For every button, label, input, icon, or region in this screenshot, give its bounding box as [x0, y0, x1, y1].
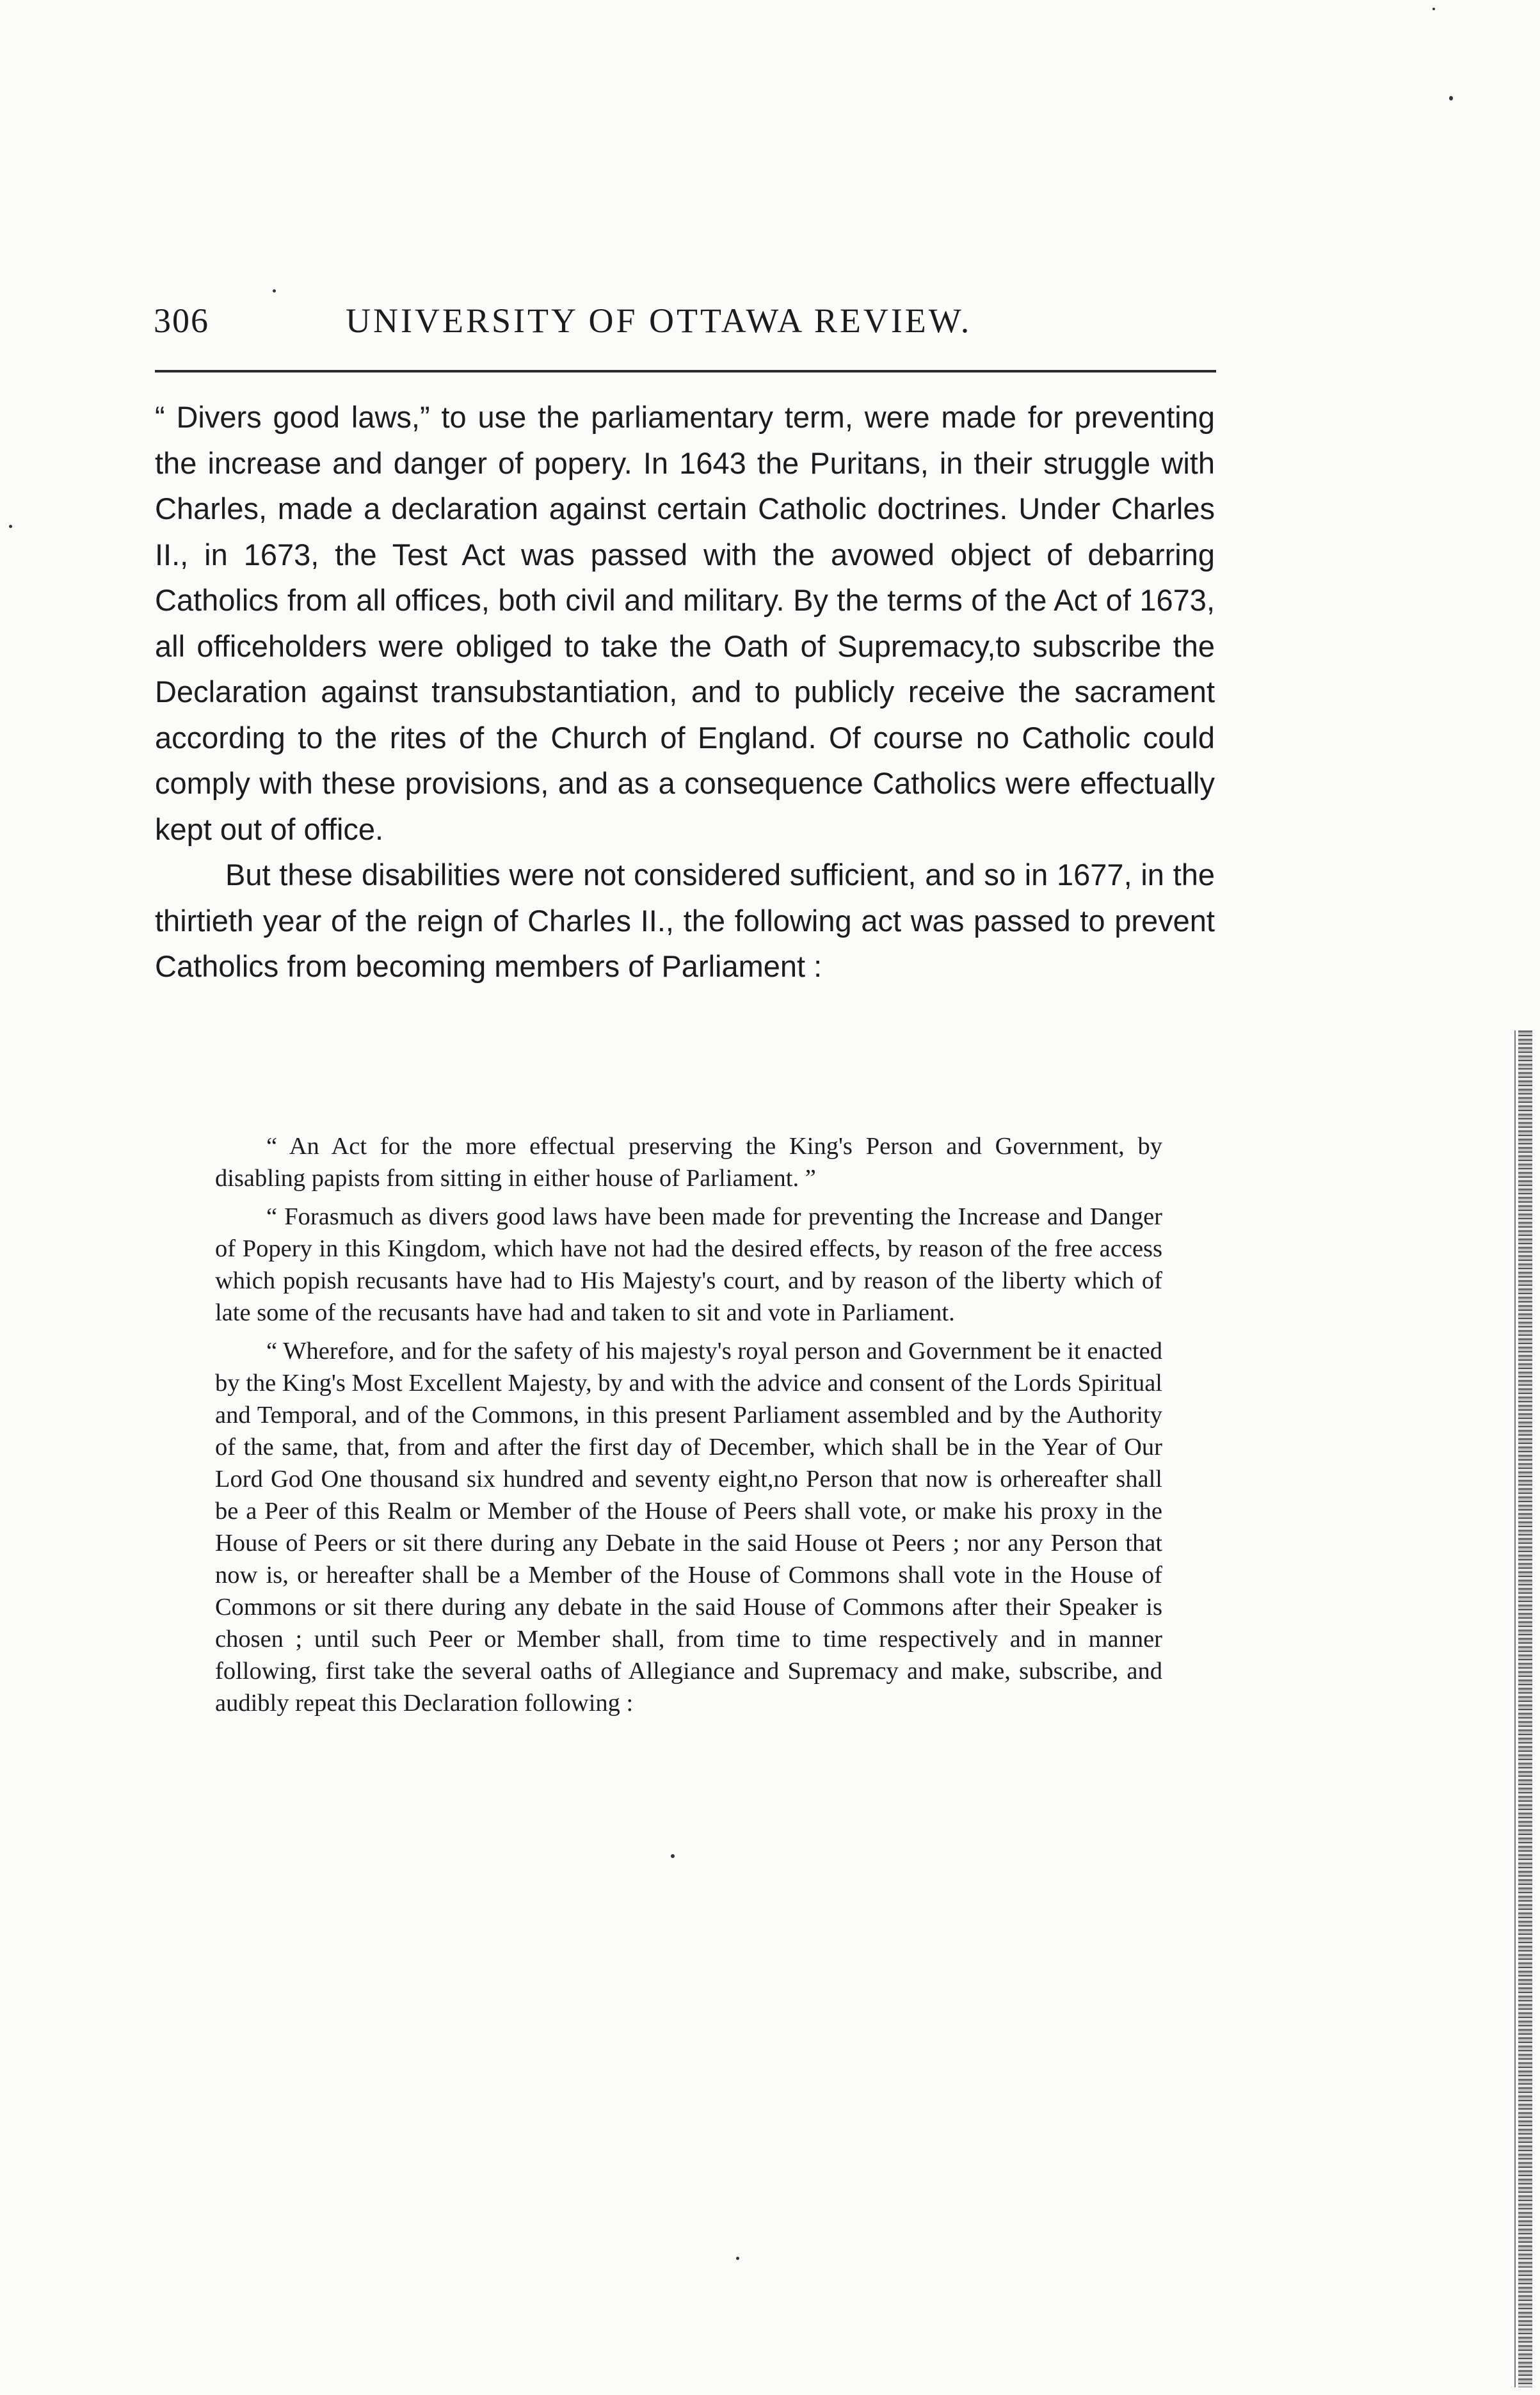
page-number: 306	[154, 301, 209, 340]
running-title: UNIVERSITY OF OTTAWA REVIEW.	[346, 301, 972, 340]
scan-speck	[736, 2257, 739, 2260]
scan-speck	[671, 1854, 675, 1858]
scan-speck	[273, 289, 276, 292]
quote-paragraph-1: “ An Act for the more effectual preserving the King's Person and Government, by disabling papists from sitting in either house of Parliament. ”	[215, 1133, 1162, 1192]
page-edge-line	[1514, 1030, 1516, 2387]
quote-paragraph-2: “ Forasmuch as divers good laws have been made for preventing the Increase and Danger of Popery in this Kingdom, which have not had the desired effects, by reason of the free access which popish recusants have had to His Majesty's court, and by reason of the liberty which of late some of the recusants have had and taken to sit and vote in Parliament.	[215, 1203, 1162, 1326]
body-paragraph-1: “ Divers good laws,” to use the parliamentary term, were made for preventing the increase and danger of popery. In 1643 the Puritans, in their struggle with Charles, made a declaration against certain Catholic doctrines. Under Charles II., in 1673, the Test Act was passed with the avowed object of debarring Catholics from all offices, both civil and military. By the terms of the Act of 1673, all officeholders were obliged to take the Oath of Supremacy,to subscribe the Declaration against transubstantiation, and to publicly receive the sacrament according to the rites of the Church of England. Of course no Catholic could comply with these provisions, and as a consequence Catholics were effectually kept out of office.	[155, 400, 1215, 846]
header-rule	[155, 370, 1216, 372]
scan-speck	[1449, 96, 1453, 100]
scan-speck	[9, 525, 12, 528]
scan-speck	[1432, 8, 1435, 10]
page-header	[154, 301, 1216, 358]
page-edge-shadow	[1518, 1030, 1532, 2387]
body-text	[155, 394, 1215, 989]
body-paragraph-2: But these disabilities were not considered sufficient, and so in 1677, in the thirtieth year of the reign of Charles II., the following act was passed to prevent Catholics from becoming members of Parliament :	[155, 858, 1215, 983]
quote-paragraph-3: “ Wherefore, and for the safety of his majesty's royal person and Government be it enacted by the King's Most Excellent Majesty, by and with the advice and consent of the Lords Spiritual and Temporal, and of the Commons, in this present Parliament assembled and by the Authority of the same, that, from and after the first day of December, which shall be in the Year of Our Lord God One thousand six hundred and seventy eight,no Person that now is orhereafter shall be a Peer of this Realm or Member of the House of Peers shall vote, or make his proxy in the House of Peers or sit there during any Debate in the said House ot Peers ; nor any Person that now is, or hereafter shall be a Member of the House of Commons shall vote in the House of Commons or sit there during any debate in the said House of Commons after their Speaker is chosen ; until such Peer or Member shall, from time to time respectively and in manner following, first take the several oaths of Allegiance and Supremacy and make, subscribe, and audibly repeat this Declaration following :	[215, 1338, 1162, 1717]
quoted-act	[215, 1130, 1162, 1726]
